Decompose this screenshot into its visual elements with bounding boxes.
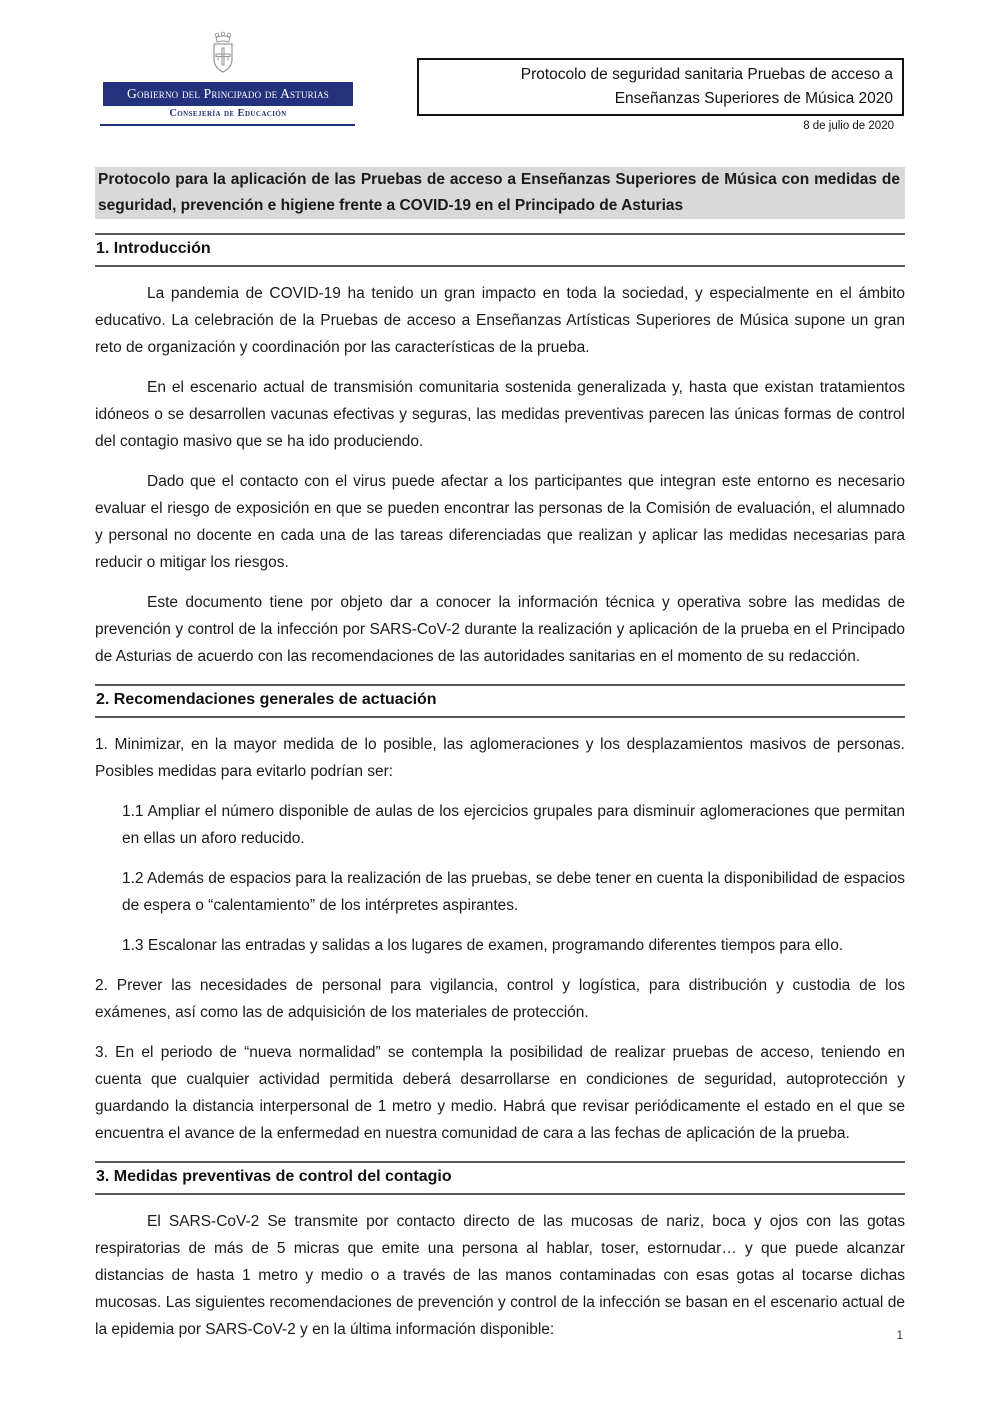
government-name-banner: [103, 82, 353, 106]
list-subitem: 1.2 Además de espacios para la realización de las pruebas, se debe tener en cuenta la disponibilidad de espacios de espera o “calentamiento” de los intérpretes aspirantes.: [122, 870, 905, 914]
paragraph: En el escenario actual de transmisión comunitaria sostenida generalizada y, hasta que existan tratamientos idóneos o se desarrollen vacunas efectivas y seguras, las medidas preventivas parecen las únicas formas de control del contagio masivo que se ha ido produciendo.: [95, 379, 905, 450]
government-name: Gobierno del Principado de Asturias: [127, 86, 329, 101]
document-content: [95, 167, 905, 1356]
paragraph: El SARS-CoV-2 Se transmite por contacto directo de las mucosas de nariz, boca y ojos con las gotas respiratorias de más de 5 micras que emite una persona al hablar, toser, estornudar… y que puede alcanzar distancias de hasta 1 metro y medio o a través de las manos contaminadas con esas gotas al tocarse dichas mucosas. Las siguientes recomendaciones de prevención y control de la infección se basan en el escenario actual de la epidemia por SARS-CoV-2 y en la última información disponible:: [95, 1213, 905, 1338]
section-heading-recomendaciones: 2. Recomendaciones generales de actuación: [95, 684, 905, 718]
page-number: 1: [896, 1330, 903, 1342]
header-title-line2: Enseñanzas Superiores de Música 2020: [614, 90, 893, 107]
list-item: 2. Prever las necesidades de personal para vigilancia, control y logística, para distribución y custodia de los exámenes, así como las de adquisición de los materiales de protección.: [95, 977, 905, 1021]
section-heading-medidas: 3. Medidas preventivas de control del contagio: [95, 1161, 905, 1195]
logo-divider-rule: [100, 124, 355, 126]
list-subitem: 1.1 Ampliar el número disponible de aulas de los ejercicios grupales para disminuir aglomeraciones que permitan en ellas un aforo reducido.: [122, 803, 905, 847]
department-name: Consejería de Educación: [169, 108, 287, 119]
document-date: 8 de julio de 2020: [803, 120, 894, 132]
list-subitem: 1.3 Escalonar las entradas y salidas a los lugares de examen, programando diferentes tiempos para ello.: [122, 937, 844, 954]
header-title-box: [417, 58, 904, 116]
section-heading-introduccion: 1. Introducción: [95, 233, 905, 267]
paragraph: Este documento tiene por objeto dar a conocer la información técnica y operativa sobre las medidas de prevención y control de la infección por SARS-CoV-2 durante la realización y aplicación de la prueba en el Principado de Asturias de acuerdo con las recomendaciones de las autoridades sanitarias en el momento de su redacción.: [95, 594, 905, 665]
document-main-title: Protocolo para la aplicación de las Pruebas de acceso a Enseñanzas Superiores de Música con medidas de seguridad, prevención e higiene frente a COVID-19 en el Principado de Asturias: [95, 167, 905, 219]
header-title-line1: Protocolo de seguridad sanitaria Pruebas de acceso a: [520, 66, 893, 83]
paragraph: Dado que el contacto con el virus puede afectar a los participantes que integran este entorno es necesario evaluar el riesgo de exposición en que se pueden encontrar las personas de la Comisión de evaluación, el alumnado y personal no docente en cada una de las tareas diferenciadas que realizan y aplicar las medidas necesarias para reducir o mitigar los riesgos.: [95, 473, 905, 571]
asturias-crest-icon: [207, 31, 239, 77]
paragraph: La pandemia de COVID-19 ha tenido un gran impacto en toda la sociedad, y especialmente en el ámbito educativo. La celebración de la Pruebas de acceso a Enseñanzas Artísticas Superiores de Música supone un gran reto de organización y coordinación por las características de la prueba.: [95, 285, 905, 356]
list-item: 3. En el periodo de “nueva normalidad” se contempla la posibilidad de realizar pruebas de acceso, teniendo en cuenta que cualquier actividad permitida deberá desarrollarse en condiciones de seguridad, autoprotección y guardando la distancia interpersonal de 1 metro y medio. Habrá que revisar periódicamente el estado en el que se encuentra el avance de la enfermedad en nuestra comunidad de cara a las fechas de aplicación de la prueba.: [95, 1044, 905, 1142]
list-item: 1. Minimizar, en la mayor medida de lo posible, las aglomeraciones y los desplazamientos masivos de personas. Posibles medidas para evitarlo podrían ser:: [95, 736, 905, 780]
